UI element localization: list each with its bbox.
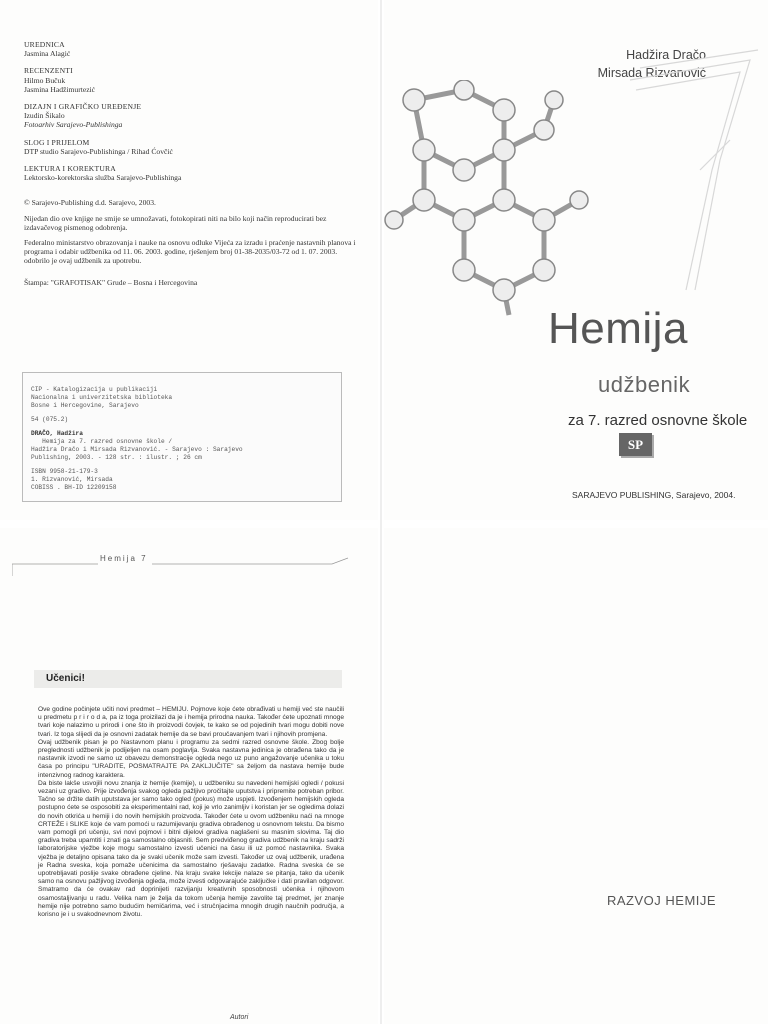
approval-notice: Federalno ministarstvo obrazovanja i nauke na osnovu odluke Vijeća za izradu i praćenje nastavnih planova i programa i odabir udžbenika od 11. 06. 2003. godine, rješenjem broj 01-38-2035/03-72 od 1. 07. 2003. odobrilo je ovaj udžbenik za upotrebu. [24,238,356,266]
designer-name: Izudin Šikalo [24,111,65,121]
running-head: Hemija 7 [100,554,148,563]
cip-line: 1. Rizvanović, Mirsada [31,476,113,483]
printer-line: Štampa: "GRAFOTISAK" Grude – Bosna i Hercegovina [24,277,198,287]
intro-text [38,706,344,919]
cip-line: Publishing, 2003. - 128 str. : ilustr. ; 26 cm [31,454,202,461]
author-name: Hadžira Dračo [626,48,706,62]
publisher-line: SARAJEVO PUBLISHING, Sarajevo, 2004. [572,490,736,500]
section-page [384,528,768,1024]
photo-credit: Fotoarhiv Sarajevo-Publishinga [24,120,123,130]
salutation: Učenici! [46,673,85,684]
intro-paragraph: Ove godine počinjete učiti novi predmet – HEMIJU. Pojmove koje ćete obrađivati u hemiji već ste naučili u predmetu p r i r o d a, pa iz toga proizilazi da je i hemija prirodna nauka. Također ćete upoznati mnoge tvari koje nalazimo u prirodi i one što ih proizvodi čovjek, te kako se od pojedinih tvari mogu dobiti nove tvari. Iz toga slijedi da je osnovni zadatak hemije da se bavi proučavanjem tvari i njihovih promjena. [38,706,344,738]
cip-line: DRAČO, Hadžira [31,430,83,437]
reviewer-name: Jasmina Hadžimurtezić [24,84,96,94]
grade-line: za 7. razred osnovne škole [568,412,748,429]
intro-paragraph: Da biste lakše usvojili novu znanja iz hemije (kemije), u udžbeniku su navedeni hemijski ogledi / pokusi vezani uz gradivo. Prije izvođenja svakog ogleda pažljivo pročitajte uputstva i pripremite potreban pribor. Tačno se držite datih uputstava jer samo tako ogled (pokus) može uspjeti. Izvođenjem hemijskih ogleda postupno ćete se osposobiti za eksperimentalni rad, koji je vrlo zanimljiv i koristan jer se ogledima dolazi do novih otkrića u hemiji i do novih hemijskih proizvoda. Također ćete u ovom udžbeniku naći na mnoge CRTEŽE i SLIKE koje će vam pomoći u razumijevanju gradiva obrađenog u osnovnom tekstu. Da bismo vam pomogli pri učenju, svi novi pojmovi i bitni dijelovi gradiva naglašeni su masnim slovima. Taj dio gradiva treba upamtiti i znati ga samostalno objasniti. Sem predviđenog gradiva udžbenik na kraju sadrži laboratorijske vježbe koje mogu samostalno izvesti učenici na času ili uz pomoć nastavnika. Svaka vježba je detaljno opisana tako da je svaki učenik može sam izvesti. Također uz ovaj udžbenik, urađena je Radna sveska, koja pomaže učenicima da samostalno rješavaju zadatke. Radna sveska će se upotrebljavati poslije svake obrađene cjeline. Na kraju svake lekcije nalaze se pitanja, tako da učenik samo na osnovu pažljivog izvođenja ogleda, može izvesti odgovarajuće zaključke i dati pravilan odgovor. Smatramo da će ovakav rad doprinijeti razvijanju kreativnih sposobnosti učenika i njihovom osamostaljivanju u radu. Velika nam je želja da tokom učenja hemije zavolite taj predmet, jer znanje hemije nije potrebno samo budućim hemičarima, već i stručnjacima mnogih drugih naučnih područja, a korisno je i u svakodnevnom životu. [38,779,344,919]
cip-line: Bosne i Hercegovine, Sarajevo [31,402,139,409]
cip-line: CIP - Katalogizacija u publikaciji [31,386,158,393]
layout-heading: SLOG I PRIJELOM [24,137,90,147]
editor-name: Jasmina Alagić [24,49,71,59]
signature: Autori [230,1014,249,1021]
proofreading-credit: Lektorsko-korektorska služba Sarajevo-Publishinga [24,173,182,183]
reviewer-name: Hilmo Bučuk [24,75,66,85]
book-title: Hemija [548,304,688,353]
author-name: Mirsada Rizvanović [597,66,706,80]
editor-heading: UREDNICA [24,40,65,49]
molecule-illustration [384,80,594,320]
rights-notice: Nijedan dio ove knjige ne smije se umnožavati, fotokopirati niti na bilo koji način reproducirati bez izdavačevog pismenog odobrenja. [24,213,327,232]
cip-line: ISBN 9958-21-179-3 [31,468,98,475]
cip-line: COBISS . BH-ID 12209158 [31,484,117,491]
design-heading: DIZAJN I GRAFIČKO UREĐENJE [24,102,142,112]
intro-paragraph: Ovaj udžbenik pisan je po Nastavnom planu i programu za sedmi razred osnovne škole. Zbog bolje preglednosti udžbenik je podijeljen na osam poglavlja. Svaka nastavna jedinica je obrađena tako da je nastavnik izvodi ne samo uz obavezu demonstracije ogleda nego uz puno angažovanje učenika u toku časa po principu "URADITE, POSMATRAJTE PA ZAKLJUČITE" sa željom da nastava hemije bude intenzivnog radnog karaktera. [38,738,344,779]
cip-record [22,372,342,502]
cip-line: 54 (075.2) [31,416,69,423]
copyright-line: © Sarajevo-Publishing d.d. Sarajevo, 2003. [24,198,156,208]
book-spine [380,0,382,1024]
book-subtitle: udžbenik [598,372,691,397]
imprint-block [24,40,364,293]
header-rule [12,556,352,576]
cip-line: Hadžira Dračo i Mirsada Rizvanović. - Sarajevo : Sarajevo [31,446,243,453]
publisher-logo: SP [619,433,652,456]
big-seven-graphic [597,20,760,300]
section-title: RAZVOJ HEMIJE [607,893,717,908]
cip-line: Hemija za 7. razred osnovne škole / [31,438,173,445]
proofreading-heading: LEKTURA I KOREKTURA [24,164,116,174]
reviewers-heading: RECENZENTI [24,66,73,76]
layout-credit: DTP studio Sarajevo-Publishinga / Rihad Ćovčić [24,146,173,156]
cip-line: Nacionalna i univerzitetska biblioteka [31,394,173,401]
